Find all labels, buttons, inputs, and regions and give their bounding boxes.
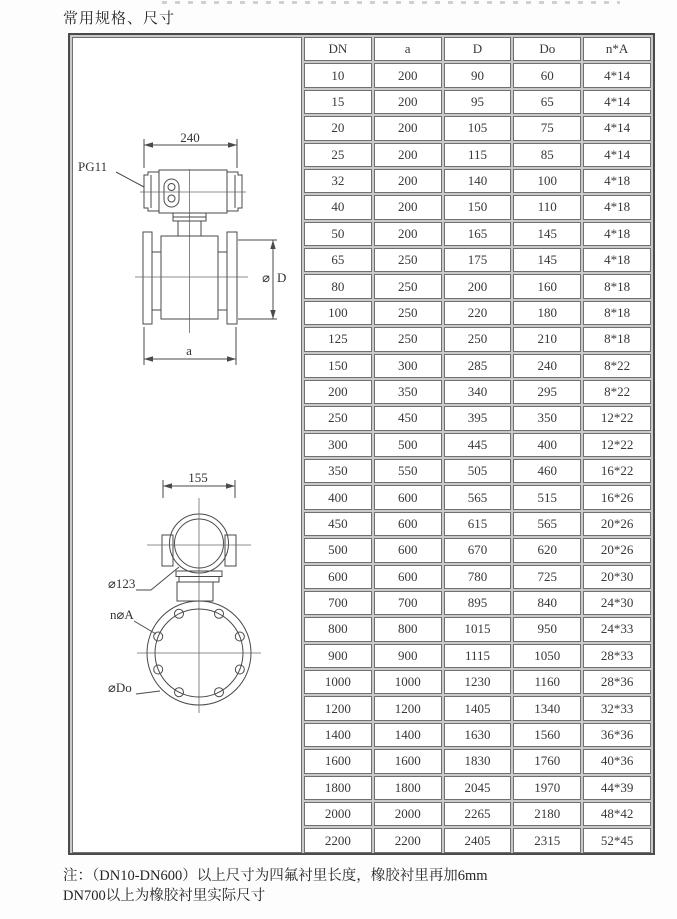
table-cell: 350 bbox=[374, 380, 442, 404]
dim-155-label: 155 bbox=[188, 470, 208, 485]
dimension-table bbox=[70, 35, 653, 855]
table-cell: 200 bbox=[374, 143, 442, 167]
table-cell: 200 bbox=[374, 222, 442, 246]
table-cell: 105 bbox=[444, 116, 512, 140]
side-view-drawing bbox=[78, 130, 286, 365]
hub-right bbox=[218, 252, 227, 310]
table-cell: 350 bbox=[304, 459, 372, 483]
dim-240 bbox=[144, 130, 237, 168]
table-cell: 200 bbox=[374, 169, 442, 193]
table-cell: 110 bbox=[513, 195, 581, 219]
table-cell: 200 bbox=[374, 63, 442, 87]
table-cell: 95 bbox=[444, 90, 512, 114]
table-cell: 1160 bbox=[513, 670, 581, 694]
table-cell: 48*42 bbox=[583, 802, 651, 826]
neck-front bbox=[177, 582, 213, 601]
table-cell: 400 bbox=[513, 433, 581, 457]
table-cell: 895 bbox=[444, 591, 512, 615]
table-cell: 295 bbox=[513, 380, 581, 404]
table-cell: 8*18 bbox=[583, 327, 651, 351]
table-cell: 4*18 bbox=[583, 222, 651, 246]
table-cell: 395 bbox=[444, 406, 512, 430]
table-cell: 24*33 bbox=[583, 617, 651, 641]
table-cell: 2180 bbox=[513, 802, 581, 826]
table-cell: 175 bbox=[444, 248, 512, 272]
table-cell: 52*45 bbox=[583, 828, 651, 853]
table-cell: 24*30 bbox=[583, 591, 651, 615]
table-cell: 565 bbox=[513, 512, 581, 536]
table-cell: 100 bbox=[513, 169, 581, 193]
table-cell: 145 bbox=[513, 222, 581, 246]
note-line-2: DN700以上为橡胶衬里实际尺寸 bbox=[63, 888, 266, 905]
table-cell: 285 bbox=[444, 354, 512, 378]
table-cell: 80 bbox=[304, 274, 372, 298]
table-cell: 8*22 bbox=[583, 380, 651, 404]
dia-123-leader-line bbox=[136, 567, 179, 590]
table-cell: 1800 bbox=[304, 776, 372, 800]
table-cell: 2045 bbox=[444, 776, 512, 800]
table-cell: 32 bbox=[304, 169, 372, 193]
table-cell: 8*18 bbox=[583, 274, 651, 298]
table-cell: 180 bbox=[513, 301, 581, 325]
table-cell: 40 bbox=[304, 195, 372, 219]
table-cell: 1400 bbox=[304, 723, 372, 747]
table-cell: 16*26 bbox=[583, 485, 651, 509]
table-cell: 600 bbox=[374, 485, 442, 509]
table-cell: 1600 bbox=[374, 749, 442, 773]
table-cell: 1630 bbox=[444, 723, 512, 747]
table-cell: 2200 bbox=[304, 828, 372, 853]
bolt-holes-label: n⌀A bbox=[110, 607, 134, 622]
table-cell: 4*18 bbox=[583, 169, 651, 193]
table-cell: 1560 bbox=[513, 723, 581, 747]
spec-box bbox=[68, 33, 655, 855]
pg11-leader-line bbox=[116, 172, 144, 187]
table-cell: 1200 bbox=[304, 696, 372, 720]
table-cell: 2315 bbox=[513, 828, 581, 853]
table-cell: 840 bbox=[513, 591, 581, 615]
table-cell: 620 bbox=[513, 538, 581, 562]
table-cell: 65 bbox=[513, 90, 581, 114]
table-cell: 1050 bbox=[513, 644, 581, 668]
table-cell: 8*18 bbox=[583, 301, 651, 325]
table-cell: 200 bbox=[374, 90, 442, 114]
table-cell: 12*22 bbox=[583, 406, 651, 430]
table-cell: 950 bbox=[513, 617, 581, 641]
flange-dia-leader-line bbox=[136, 691, 160, 694]
table-cell: 200 bbox=[304, 380, 372, 404]
dim-a-label: a bbox=[186, 343, 192, 358]
table-cell: 250 bbox=[374, 248, 442, 272]
dim-a bbox=[144, 327, 236, 365]
column-header-do: Do bbox=[513, 37, 581, 61]
arrowhead-right bbox=[228, 142, 237, 147]
table-cell: 85 bbox=[513, 143, 581, 167]
note-line-1: 注：（DN10-DN600）以上尺寸为四氟衬里长度，橡胶衬里再加6mm bbox=[63, 868, 488, 884]
arrowhead-right bbox=[226, 483, 235, 488]
table-cell: 90 bbox=[444, 63, 512, 87]
table-cell: 240 bbox=[513, 354, 581, 378]
dim-155 bbox=[163, 470, 235, 498]
table-cell: 28*36 bbox=[583, 670, 651, 694]
table-cell: 460 bbox=[513, 459, 581, 483]
table-cell: 210 bbox=[513, 327, 581, 351]
column-header-a: a bbox=[374, 37, 442, 61]
table-cell: 2000 bbox=[374, 802, 442, 826]
table-cell: 780 bbox=[444, 565, 512, 589]
table-cell: 150 bbox=[304, 354, 372, 378]
table-cell: 4*14 bbox=[583, 116, 651, 140]
table-cell: 125 bbox=[304, 327, 372, 351]
table-cell: 450 bbox=[374, 406, 442, 430]
arrowhead-left bbox=[144, 142, 153, 147]
table-cell: 1015 bbox=[444, 617, 512, 641]
table-cell: 900 bbox=[374, 644, 442, 668]
table-cell: 565 bbox=[444, 485, 512, 509]
table-cell: 500 bbox=[304, 538, 372, 562]
table-cell: 4*18 bbox=[583, 248, 651, 272]
table-cell: 600 bbox=[374, 512, 442, 536]
flange-left bbox=[143, 232, 152, 324]
table-cell: 700 bbox=[304, 591, 372, 615]
table-cell: 1200 bbox=[374, 696, 442, 720]
table-cell: 12*22 bbox=[583, 433, 651, 457]
table-cell: 600 bbox=[304, 565, 372, 589]
table-cell: 200 bbox=[374, 116, 442, 140]
arrowhead-down bbox=[270, 310, 275, 319]
table-cell: 20*26 bbox=[583, 538, 651, 562]
table-cell: 60 bbox=[513, 63, 581, 87]
dim-D bbox=[238, 240, 286, 319]
table-cell: 115 bbox=[444, 143, 512, 167]
table-cell: 515 bbox=[513, 485, 581, 509]
column-header-d: D bbox=[444, 37, 512, 61]
table-cell: 500 bbox=[374, 433, 442, 457]
table-cell: 600 bbox=[374, 565, 442, 589]
table-cell: 600 bbox=[374, 538, 442, 562]
table-cell: 36*36 bbox=[583, 723, 651, 747]
bolt-holes-leader-line bbox=[134, 621, 156, 634]
table-cell: 65 bbox=[304, 248, 372, 272]
table-cell: 350 bbox=[513, 406, 581, 430]
table-cell: 445 bbox=[444, 433, 512, 457]
table-cell: 20 bbox=[304, 116, 372, 140]
table-cell: 25 bbox=[304, 143, 372, 167]
hub-left bbox=[152, 252, 161, 310]
table-cell: 40*36 bbox=[583, 749, 651, 773]
table-cell: 100 bbox=[304, 301, 372, 325]
table-cell: 1000 bbox=[374, 670, 442, 694]
arrowhead-up bbox=[270, 240, 275, 249]
arrowhead-left bbox=[144, 356, 153, 361]
terminal-screw bbox=[168, 184, 175, 191]
table-cell: 1230 bbox=[444, 670, 512, 694]
table-cell: 220 bbox=[444, 301, 512, 325]
front-view-drawing bbox=[108, 470, 261, 713]
table-cell: 505 bbox=[444, 459, 512, 483]
table-cell: 1760 bbox=[513, 749, 581, 773]
table-cell: 800 bbox=[374, 617, 442, 641]
pg11-label: PG11 bbox=[78, 159, 108, 174]
table-cell: 2405 bbox=[444, 828, 512, 853]
table-cell: 165 bbox=[444, 222, 512, 246]
column-header-na: n*A bbox=[583, 37, 651, 61]
table-cell: 2200 bbox=[374, 828, 442, 853]
table-cell: 1830 bbox=[444, 749, 512, 773]
dim-240-label: 240 bbox=[180, 130, 200, 145]
housing-tab-left bbox=[162, 535, 173, 566]
table-cell: 250 bbox=[374, 301, 442, 325]
table-cell: 20*26 bbox=[583, 512, 651, 536]
table-cell: 615 bbox=[444, 512, 512, 536]
table-cell: 250 bbox=[304, 406, 372, 430]
flange-right bbox=[227, 232, 237, 324]
dim-D-label: D bbox=[277, 270, 287, 285]
table-cell: 700 bbox=[374, 591, 442, 615]
notes bbox=[63, 866, 488, 907]
table-cell: 4*14 bbox=[583, 143, 651, 167]
table-cell: 300 bbox=[304, 433, 372, 457]
terminal-screw bbox=[168, 195, 175, 202]
table-cell: 800 bbox=[304, 617, 372, 641]
table-cell: 200 bbox=[374, 195, 442, 219]
arrowhead-left bbox=[163, 483, 172, 488]
table-cell: 1000 bbox=[304, 670, 372, 694]
table-cell: 1115 bbox=[444, 644, 512, 668]
table-cell: 4*14 bbox=[583, 90, 651, 114]
table-cell: 250 bbox=[374, 274, 442, 298]
table-cell: 450 bbox=[304, 512, 372, 536]
table-cell: 300 bbox=[374, 354, 442, 378]
flowmeter-drawings bbox=[73, 38, 300, 852]
table-cell: 140 bbox=[444, 169, 512, 193]
page-title: 常用规格、尺寸 bbox=[63, 11, 176, 27]
table-cell: 400 bbox=[304, 485, 372, 509]
table-cell: 1800 bbox=[374, 776, 442, 800]
table-cell: 28*33 bbox=[583, 644, 651, 668]
table-cell: 1405 bbox=[444, 696, 512, 720]
table-cell: 20*30 bbox=[583, 565, 651, 589]
table-cell: 160 bbox=[513, 274, 581, 298]
table-cell: 145 bbox=[513, 248, 581, 272]
housing-tab-right bbox=[225, 535, 236, 566]
table-cell: 900 bbox=[304, 644, 372, 668]
cropped-text-remnant bbox=[162, 1, 620, 4]
table-cell: 550 bbox=[374, 459, 442, 483]
table-cell: 10 bbox=[304, 63, 372, 87]
table-cell: 250 bbox=[444, 327, 512, 351]
column-header-dn: DN bbox=[304, 37, 372, 61]
table-cell: 1970 bbox=[513, 776, 581, 800]
table-cell: 4*14 bbox=[583, 63, 651, 87]
table-cell: 1340 bbox=[513, 696, 581, 720]
flange-dia-label: ⌀Do bbox=[108, 680, 132, 695]
table-cell: 44*39 bbox=[583, 776, 651, 800]
table-cell: 75 bbox=[513, 116, 581, 140]
table-cell: 2265 bbox=[444, 802, 512, 826]
table-cell: 200 bbox=[444, 274, 512, 298]
table-cell: 2000 bbox=[304, 802, 372, 826]
table-cell: 670 bbox=[444, 538, 512, 562]
technical-drawings-cell bbox=[72, 37, 302, 853]
dia-123-label: ⌀123 bbox=[108, 576, 136, 591]
table-header-row bbox=[72, 37, 651, 61]
table-cell: 1600 bbox=[304, 749, 372, 773]
table-cell: 250 bbox=[374, 327, 442, 351]
table-cell: 16*22 bbox=[583, 459, 651, 483]
table-cell: 8*22 bbox=[583, 354, 651, 378]
table-cell: 4*18 bbox=[583, 195, 651, 219]
table-cell: 15 bbox=[304, 90, 372, 114]
table-cell: 1400 bbox=[374, 723, 442, 747]
dim-D-symbol: ⌀ bbox=[262, 270, 270, 285]
table-cell: 725 bbox=[513, 565, 581, 589]
table-cell: 150 bbox=[444, 195, 512, 219]
table-cell: 340 bbox=[444, 380, 512, 404]
arrowhead-right bbox=[227, 356, 236, 361]
table-cell: 32*33 bbox=[583, 696, 651, 720]
table-cell: 50 bbox=[304, 222, 372, 246]
